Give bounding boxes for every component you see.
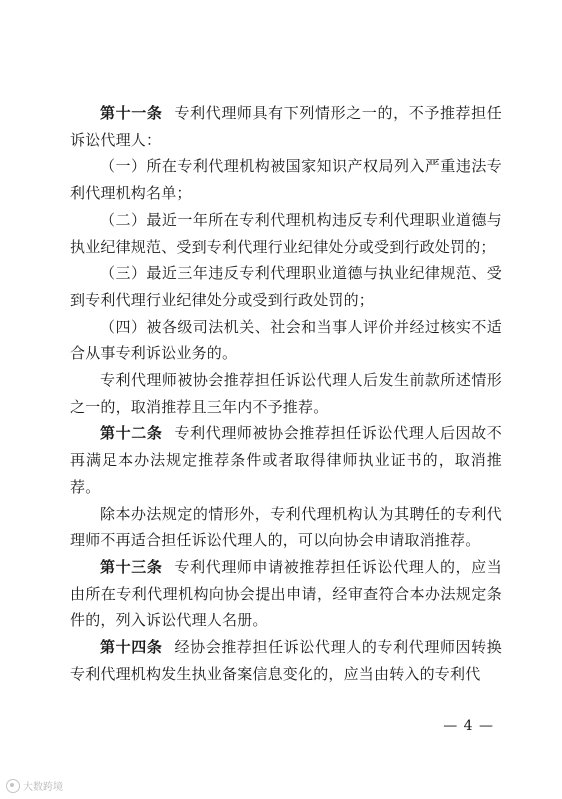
watermark-text: 大数跨境 [23,782,63,793]
paragraph-item-1 [70,153,502,206]
paragraph-text: （一）所在专利代理机构被国家知识产权局列入严重违法专利代理机构名单； [70,157,502,203]
page-number: — 4 — [443,718,494,734]
paragraph-text: （四）被各级司法机关、社会和当事人评价并经过核实不适合从事专利诉讼业务的。 [70,317,502,363]
paragraph-article-14 [70,634,502,687]
paragraph-text: 经协会推荐担任诉讼代理人的专利代理师因转换专利代理机构发生执业备案信息变化的，应当由转入的专利代 [70,638,502,683]
article-number: 第十四条 [100,638,163,657]
article-number: 第十三条 [100,557,163,576]
paragraph-text: 专利代理师被协会推荐担任诉讼代理人后发生前款所述情形之一的，取消推荐且三年内不予推荐。 [70,371,502,416]
paragraph-text: 专利代理师具有下列情形之一的，不予推荐担任诉讼代理人： [70,104,502,149]
paragraph-article-11 [70,100,502,153]
document-body [70,100,502,687]
paragraph-text: 专利代理师申请被推荐担任诉讼代理人的，应当由所在专利代理机构向协会提出申请，经审查符合本办法规定条件的，列入诉讼代理人名册。 [70,557,502,630]
watermark [6,778,63,793]
paragraph-item-2 [70,207,502,260]
paragraph-text: 专利代理师被协会推荐担任诉讼代理人后因故不再满足本办法规定推荐条件或者取得律师执业证书的，取消推荐。 [70,424,502,496]
watermark-logo-icon [6,779,20,793]
paragraph-article-12 [70,420,502,500]
paragraph-article-13 [70,554,502,634]
paragraph-revocation [70,367,502,420]
paragraph-agency-request [70,501,502,554]
paragraph-text: 除本办法规定的情形外，专利代理机构认为其聘任的专利代理师不再适合担任诉讼代理人的，可以向协会申请取消推荐。 [70,504,502,550]
article-number: 第十一条 [100,104,163,122]
paragraph-text: （二）最近一年所在专利代理机构违反专利代理职业道德与执业纪律规范、受到专利代理行业纪律处分或受到行政处罚的； [70,210,502,256]
paragraph-item-3 [70,260,502,313]
paragraph-item-4 [70,314,502,367]
paragraph-text: （三）最近三年违反专利代理职业道德与执业纪律规范、受到专利代理行业纪律处分或受到行政处罚的； [70,264,502,309]
article-number: 第十二条 [100,424,163,443]
